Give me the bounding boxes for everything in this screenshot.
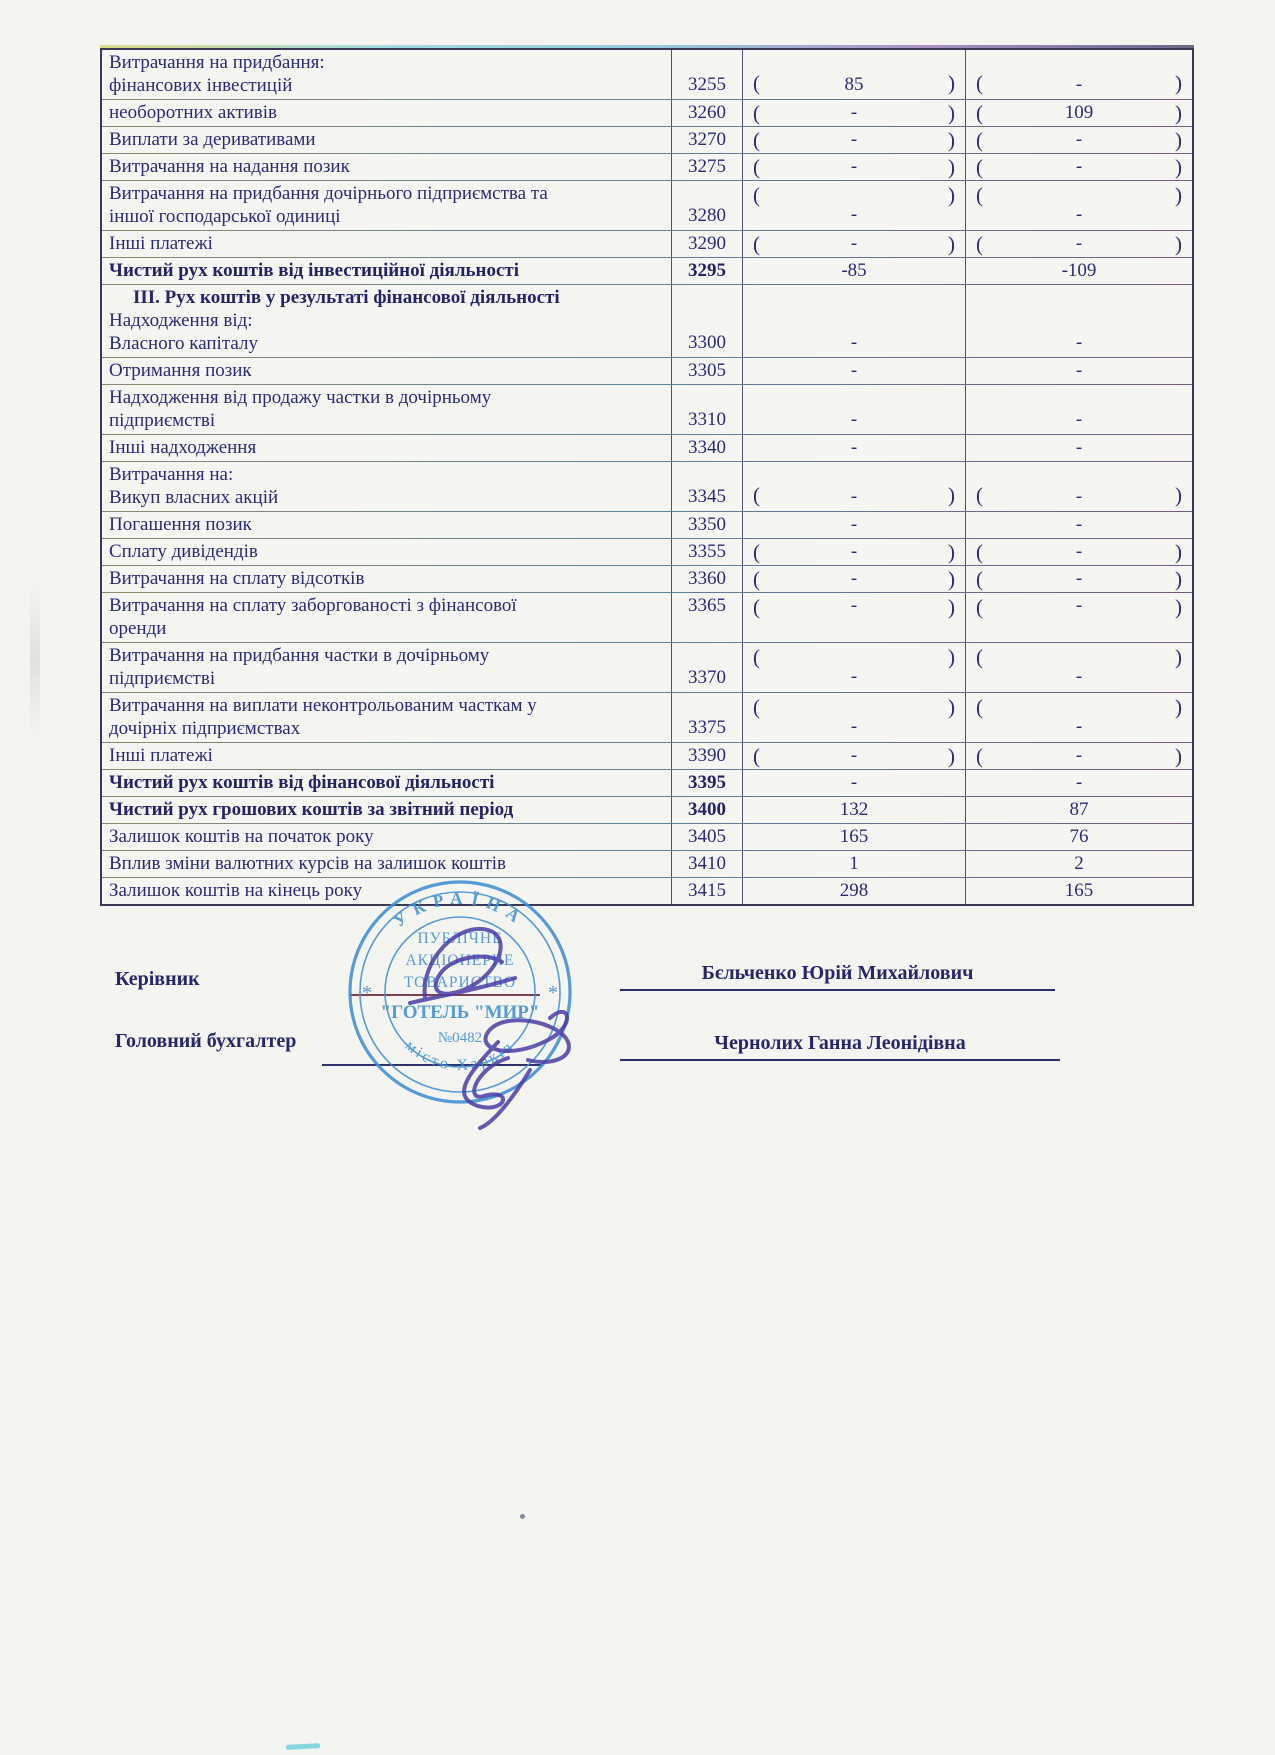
stamp-arc-top-text: УКРАЇНА <box>390 888 530 931</box>
row-label <box>102 566 671 592</box>
signatory-role: Головний бухгалтер <box>115 1030 297 1052</box>
row-code: 3275 <box>671 154 742 180</box>
table-row <box>102 823 1192 850</box>
cell-value: 109 <box>1064 102 1094 123</box>
table-row <box>102 796 1192 823</box>
value-previous-period <box>965 385 1192 434</box>
row-code: 3305 <box>671 358 742 384</box>
row-label-line: Витрачання на сплату заборгованості з фінансової <box>109 595 517 616</box>
table-row <box>102 284 1192 357</box>
close-paren: ) <box>1174 695 1182 719</box>
table-row <box>102 126 1192 153</box>
row-label-line: Інші надходження <box>109 437 257 458</box>
table-row <box>102 461 1192 511</box>
table-row <box>102 357 1192 384</box>
table-row <box>102 384 1192 434</box>
value-current-period <box>742 154 965 180</box>
close-paren: ) <box>1174 483 1182 507</box>
row-label-line: Витрачання на придбання: <box>109 52 325 73</box>
table-row <box>102 877 1192 904</box>
value-previous-period <box>965 797 1192 823</box>
open-paren: ( <box>976 483 983 507</box>
row-label-line: Чистий рух грошових коштів за звітний період <box>109 799 514 820</box>
row-label <box>102 181 671 230</box>
row-code: 3375 <box>671 693 742 742</box>
cell-value: - <box>850 595 858 616</box>
close-paren: ) <box>1174 595 1182 619</box>
cell-value: 1 <box>849 853 859 874</box>
cell-value: - <box>1075 486 1083 507</box>
row-label <box>102 824 671 850</box>
close-paren: ) <box>1174 743 1182 768</box>
close-paren: ) <box>1174 71 1182 95</box>
row-label-line: дочірніх підприємствах <box>109 718 301 739</box>
row-label <box>102 285 671 357</box>
value-current-period <box>742 100 965 126</box>
row-label <box>102 797 671 823</box>
row-label <box>102 743 671 769</box>
row-label-line: оренди <box>109 618 167 639</box>
cell-value: - <box>1075 568 1083 589</box>
cell-value: - <box>1075 541 1083 562</box>
row-label-line: Отримання позик <box>109 360 252 381</box>
row-label-line: Інші платежі <box>109 233 213 254</box>
value-current-period <box>742 643 965 692</box>
table-row <box>102 642 1192 692</box>
scan-artifact <box>286 1743 320 1750</box>
cell-value: - <box>850 332 858 353</box>
row-code: 3280 <box>671 181 742 230</box>
open-paren: ( <box>753 695 760 719</box>
value-previous-period <box>965 643 1192 692</box>
row-label <box>102 231 671 257</box>
row-code: 3345 <box>671 462 742 511</box>
signatory-name: Бєльченко Юрій Михайлович <box>620 962 1055 991</box>
cell-value: 165 <box>839 826 869 847</box>
value-previous-period <box>965 743 1192 769</box>
table-row <box>102 742 1192 769</box>
open-paren: ( <box>976 566 983 591</box>
value-current-period <box>742 127 965 153</box>
row-label <box>102 462 671 511</box>
row-code: 3400 <box>671 797 742 823</box>
cell-value: - <box>850 233 858 254</box>
cell-value: -85 <box>841 260 867 281</box>
row-label-line: Залишок коштів на кінець року <box>109 880 363 901</box>
value-current-period <box>742 231 965 257</box>
value-current-period <box>742 593 965 642</box>
signatory-role: Керівник <box>115 968 200 990</box>
scan-artifact <box>30 580 40 740</box>
row-label <box>102 693 671 742</box>
row-code: 3390 <box>671 743 742 769</box>
value-current-period <box>742 824 965 850</box>
open-paren: ( <box>976 743 983 768</box>
value-previous-period <box>965 285 1192 357</box>
value-current-period <box>742 385 965 434</box>
cell-value: 85 <box>844 74 864 95</box>
value-previous-period <box>965 770 1192 796</box>
table-row <box>102 538 1192 565</box>
cell-value: - <box>850 102 858 123</box>
table-row <box>102 850 1192 877</box>
close-paren: ) <box>947 743 955 768</box>
value-previous-period <box>965 824 1192 850</box>
value-current-period <box>742 258 965 284</box>
stamp-company-name: "ГОТЕЛЬ "МИР" <box>380 1002 540 1023</box>
close-paren: ) <box>1174 183 1182 207</box>
row-label <box>102 50 671 99</box>
value-previous-period <box>965 154 1192 180</box>
row-label <box>102 539 671 565</box>
open-paren: ( <box>753 71 760 95</box>
row-label <box>102 258 671 284</box>
cell-value: - <box>1075 360 1083 381</box>
cell-value: - <box>1075 129 1083 150</box>
stamp-line: ТОВАРИСТВО <box>403 974 517 991</box>
table-row <box>102 153 1192 180</box>
close-paren: ) <box>1174 645 1182 669</box>
cell-value: - <box>850 204 858 225</box>
row-label-line: Витрачання на придбання частки в дочірньому <box>109 645 490 666</box>
row-label <box>102 127 671 153</box>
cell-value: - <box>850 745 858 766</box>
open-paren: ( <box>976 539 983 564</box>
stamp-number: №0482 <box>437 1030 483 1046</box>
table-row <box>102 230 1192 257</box>
row-label-line: Власного капіталу <box>109 333 258 354</box>
cell-value: - <box>1075 745 1083 766</box>
cell-value: - <box>1075 409 1083 430</box>
table-row <box>102 565 1192 592</box>
row-label-line: Залишок коштів на початок року <box>109 826 374 847</box>
open-paren: ( <box>976 183 983 207</box>
open-paren: ( <box>753 539 760 564</box>
stamp-arc-bottom-text: місто Харків <box>401 1037 519 1075</box>
cell-value: - <box>850 716 858 737</box>
row-label <box>102 435 671 461</box>
close-paren: ) <box>947 127 955 152</box>
cell-value: - <box>1075 716 1083 737</box>
open-paren: ( <box>976 595 983 619</box>
close-paren: ) <box>947 183 955 207</box>
cell-value: - <box>850 156 858 177</box>
cell-value: - <box>1075 514 1083 535</box>
cell-value: 298 <box>839 880 869 901</box>
cell-value: - <box>850 666 858 687</box>
cell-value: - <box>850 541 858 562</box>
open-paren: ( <box>753 483 760 507</box>
row-label <box>102 593 671 642</box>
open-paren: ( <box>753 595 760 619</box>
open-paren: ( <box>753 645 760 669</box>
open-paren: ( <box>753 183 760 207</box>
open-paren: ( <box>976 695 983 719</box>
close-paren: ) <box>947 539 955 564</box>
row-code: 3310 <box>671 385 742 434</box>
table-row <box>102 180 1192 230</box>
cell-value: - <box>1075 204 1083 225</box>
value-current-period <box>742 462 965 511</box>
cell-value: - <box>1075 74 1083 95</box>
row-label-line: Витрачання на: <box>109 464 234 485</box>
cell-value: 76 <box>1069 826 1089 847</box>
row-code: 3415 <box>671 878 742 904</box>
row-label <box>102 643 671 692</box>
value-previous-period <box>965 231 1192 257</box>
cell-value: -109 <box>1061 260 1097 281</box>
open-paren: ( <box>753 743 760 768</box>
row-label-line: Витрачання на придбання дочірнього підприємства та <box>109 183 548 204</box>
value-current-period <box>742 797 965 823</box>
row-label <box>102 512 671 538</box>
row-label <box>102 385 671 434</box>
cell-value: - <box>1075 233 1083 254</box>
row-code: 3370 <box>671 643 742 692</box>
close-paren: ) <box>947 483 955 507</box>
value-current-period <box>742 770 965 796</box>
value-current-period <box>742 358 965 384</box>
cell-value: - <box>1075 437 1083 458</box>
open-paren: ( <box>976 71 983 95</box>
cell-value: - <box>850 129 858 150</box>
table-row <box>102 769 1192 796</box>
open-paren: ( <box>976 154 983 179</box>
row-label-line: Надходження від продажу частки в дочірньому <box>109 387 492 408</box>
row-code: 3360 <box>671 566 742 592</box>
close-paren: ) <box>948 71 955 95</box>
table-row <box>102 511 1192 538</box>
value-current-period <box>742 851 965 877</box>
row-label-line: іншої господарської одиниці <box>109 206 341 227</box>
row-code: 3355 <box>671 539 742 565</box>
close-paren: ) <box>1174 231 1182 256</box>
cell-value: - <box>1075 595 1083 616</box>
close-paren: ) <box>1175 100 1182 125</box>
cell-value: - <box>850 437 858 458</box>
stamp-star-icon: * <box>548 982 558 1004</box>
section-header: III. Рух коштів у результаті фінансової діяльності <box>133 287 560 308</box>
cell-value: 132 <box>839 799 869 820</box>
value-previous-period <box>965 462 1192 511</box>
row-code: 3365 <box>671 593 742 642</box>
value-previous-period <box>965 593 1192 642</box>
cell-value: - <box>1075 772 1083 793</box>
row-label-line: Погашення позик <box>109 514 252 535</box>
close-paren: ) <box>947 154 955 179</box>
row-label-line: Чистий рух коштів від фінансової діяльності <box>109 772 495 793</box>
open-paren: ( <box>753 231 760 256</box>
value-current-period <box>742 181 965 230</box>
row-label-line: підприємстві <box>109 410 216 431</box>
cell-value: 87 <box>1069 799 1089 820</box>
value-current-period <box>742 50 965 99</box>
open-paren: ( <box>753 127 760 152</box>
cell-value: - <box>850 514 858 535</box>
row-label-line: Сплату дивідендів <box>109 541 258 562</box>
value-current-period <box>742 693 965 742</box>
table-row <box>102 692 1192 742</box>
value-current-period <box>742 878 965 904</box>
close-paren: ) <box>1174 154 1182 179</box>
row-code: 3350 <box>671 512 742 538</box>
row-code: 3410 <box>671 851 742 877</box>
value-current-period <box>742 539 965 565</box>
row-code: 3300 <box>671 285 742 357</box>
value-current-period <box>742 435 965 461</box>
table-row <box>102 99 1192 126</box>
cell-value: - <box>850 772 858 793</box>
value-previous-period <box>965 851 1192 877</box>
table-row <box>102 434 1192 461</box>
stamp-line: ПУБЛІЧНЕ <box>417 930 503 947</box>
value-previous-period <box>965 566 1192 592</box>
close-paren: ) <box>1174 566 1182 591</box>
row-label <box>102 358 671 384</box>
close-paren: ) <box>947 231 955 256</box>
row-label-line: підприємстві <box>109 668 216 689</box>
row-code: 3295 <box>671 258 742 284</box>
row-label-line: фінансових інвестицій <box>109 75 293 96</box>
row-label <box>102 100 671 126</box>
row-code: 3290 <box>671 231 742 257</box>
cell-value: 2 <box>1074 853 1084 874</box>
row-code: 3340 <box>671 435 742 461</box>
close-paren: ) <box>1174 539 1182 564</box>
row-label-line: Витрачання на надання позик <box>109 156 350 177</box>
value-previous-period <box>965 50 1192 99</box>
cell-value: 165 <box>1064 880 1094 901</box>
cell-value: - <box>850 486 858 507</box>
value-previous-period <box>965 512 1192 538</box>
open-paren: ( <box>976 645 983 669</box>
open-paren: ( <box>753 100 760 125</box>
value-previous-period <box>965 539 1192 565</box>
row-label-line: Витрачання на виплати неконтрольованим часткам у <box>109 695 537 716</box>
close-paren: ) <box>947 695 955 719</box>
handwritten-signature <box>380 900 610 1135</box>
row-label-line: необоротних активів <box>109 102 278 123</box>
stamp-star-icon: * <box>362 982 372 1004</box>
table-row <box>102 257 1192 284</box>
row-code: 3405 <box>671 824 742 850</box>
open-paren: ( <box>976 100 983 125</box>
value-previous-period <box>965 435 1192 461</box>
cell-value: - <box>1075 156 1083 177</box>
value-previous-period <box>965 258 1192 284</box>
scan-artifact <box>520 1514 525 1519</box>
cash-flow-table <box>100 48 1194 906</box>
table-row <box>102 50 1192 99</box>
cell-value: - <box>850 568 858 589</box>
close-paren: ) <box>947 645 955 669</box>
signatory-name: Чернолих Ганна Леонідівна <box>620 1032 1060 1061</box>
row-label-line: Виплати за деривативами <box>109 129 316 150</box>
row-label <box>102 770 671 796</box>
cell-value: - <box>1075 332 1083 353</box>
table-row <box>102 592 1192 642</box>
stamp-line: АКЦІОНЕРНЕ <box>405 952 515 969</box>
row-label-line: Надходження від: <box>109 310 253 331</box>
close-paren: ) <box>947 595 955 619</box>
value-previous-period <box>965 181 1192 230</box>
value-previous-period <box>965 693 1192 742</box>
row-label <box>102 154 671 180</box>
value-current-period <box>742 566 965 592</box>
open-paren: ( <box>976 127 983 152</box>
value-previous-period <box>965 878 1192 904</box>
value-current-period <box>742 285 965 357</box>
row-code: 3395 <box>671 770 742 796</box>
row-code: 3255 <box>671 50 742 99</box>
open-paren: ( <box>753 566 760 591</box>
row-label-line: Вплив зміни валютних курсів на залишок коштів <box>109 853 507 874</box>
row-label-line: Чистий рух коштів від інвестиційної діяльності <box>109 260 520 281</box>
cell-value: - <box>850 409 858 430</box>
close-paren: ) <box>947 100 955 125</box>
cell-value: - <box>1075 666 1083 687</box>
value-previous-period <box>965 127 1192 153</box>
row-code: 3270 <box>671 127 742 153</box>
cell-value: - <box>850 360 858 381</box>
value-current-period <box>742 512 965 538</box>
open-paren: ( <box>753 154 760 179</box>
row-label-line: Витрачання на сплату відсотків <box>109 568 365 589</box>
close-paren: ) <box>947 566 955 591</box>
row-code: 3260 <box>671 100 742 126</box>
value-current-period <box>742 743 965 769</box>
value-previous-period <box>965 358 1192 384</box>
close-paren: ) <box>1174 127 1182 152</box>
row-label-line: Викуп власних акцій <box>109 487 279 508</box>
open-paren: ( <box>976 231 983 256</box>
row-label-line: Інші платежі <box>109 745 213 766</box>
value-previous-period <box>965 100 1192 126</box>
